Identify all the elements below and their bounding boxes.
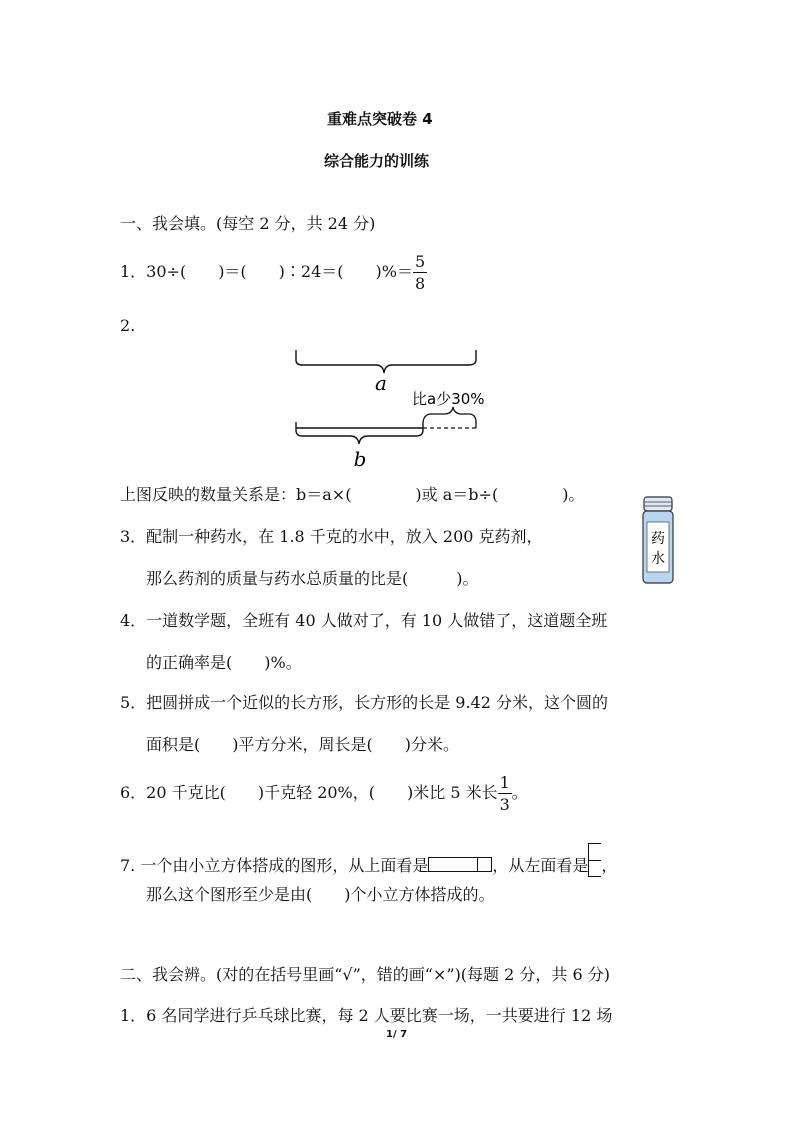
brace-b: [296, 422, 423, 444]
fraction-numerator: 1: [499, 772, 510, 792]
page-number: 1/ 7: [386, 1029, 408, 1040]
question-6-text: 6．20 千克比( )千克轻 20%，( )米比 5 米长: [120, 783, 498, 802]
medicine-bottle-icon: [640, 494, 676, 586]
question-6: [120, 772, 528, 814]
question-6-tail: 。: [511, 783, 528, 802]
segment-diagram: [280, 340, 510, 475]
fraction-numerator: 5: [414, 251, 426, 271]
question-7-part1: 7. 一个由小立方体搭成的图形，从上面看是: [120, 856, 429, 875]
question-5-line2: 面积是( )平方分米，周长是( )分米。: [146, 735, 459, 754]
question-2-number: 2.: [120, 316, 136, 335]
question-1-text: 1．30÷( )＝( )∶24＝( )%＝: [120, 262, 413, 281]
question-7-part3: ，: [601, 856, 618, 875]
page-subtitle: 综合能力的训练: [324, 152, 430, 170]
fraction-denominator: 8: [414, 273, 426, 293]
question-3-line1: 3．配制一种药水，在 1.8 千克的水中，放入 200 克药剂，: [120, 527, 543, 546]
section2-heading: 二、我会辨。(对的在括号里画“√”，错的画“×”)(每题 2 分，共 6 分): [120, 965, 610, 984]
left-view-figure: [588, 843, 601, 877]
question-4-line2: 的正确率是( )%。: [146, 653, 302, 672]
top-view-figure: [428, 857, 492, 872]
brace-a: [296, 350, 476, 373]
fraction-5-8: [413, 251, 427, 293]
question-7-line1: [120, 843, 617, 877]
question-5-line1: 5．把圆拼成一个近似的长方形，长方形的长是 9.42 分米，这个圆的: [120, 693, 608, 712]
question-2-text: 上图反映的数量关系是：b＝a×( )或 a＝b÷( )。: [120, 485, 585, 504]
question-7-part2: ，从左面看是: [492, 856, 589, 875]
question-4-line1: 4．一道数学题，全班有 40 人做对了，有 10 人做错了，这道题全班: [120, 611, 608, 630]
label-b: b: [353, 447, 367, 471]
fraction-1-3: [498, 772, 512, 814]
fraction-denominator: 3: [499, 794, 510, 814]
brace-difference: [423, 407, 476, 422]
section1-heading: 一、我会填。(每空 2 分，共 24 分): [120, 214, 376, 233]
page-title: 重难点突破卷 4: [327, 110, 433, 128]
question-7-line2: 那么这个图形至少是由( )个小立方体搭成的。: [146, 885, 495, 904]
section2-question-1-line1: 1．6 名同学进行乒乓球比赛，每 2 人要比赛一场，一共要进行 12 场: [120, 1006, 613, 1025]
question-1: [120, 252, 427, 292]
question-3-line2: 那么药剂的质量与药水总质量的比是( )。: [146, 569, 479, 588]
bottle-label-2: 水: [651, 551, 665, 567]
annotation-less-than-a: 比a少30%: [412, 390, 485, 408]
bottle-label-1: 药: [651, 531, 665, 547]
label-a: a: [375, 371, 387, 395]
